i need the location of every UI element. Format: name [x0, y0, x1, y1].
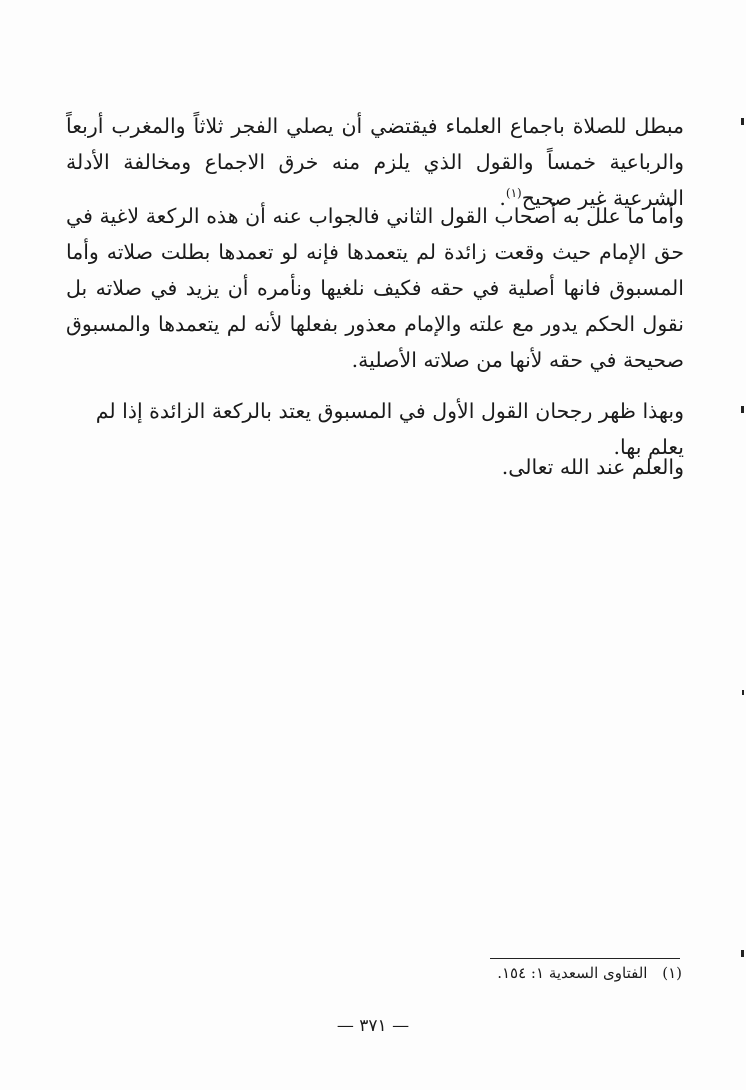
paragraph-3: وبهذا ظهر رجحان القول الأول في المسبوق يعتد بالركعة الزائدة إذا لم يعلم بها. [95, 399, 684, 459]
paragraph-4: والعلم عند الله تعالى. [501, 455, 684, 479]
scan-edge-mark [741, 118, 744, 125]
paragraph-1-text: مبطل للصلاة باجماع العلماء فيقتضي أن يصلي الفجر ثلاثاً والمغرب أربعاً والرباعية خمساً والقول الذي يلزم منه خرق الاجماع ومخالفة الأدلة الشرعية غير صحيح [66, 114, 684, 210]
scan-edge-mark [741, 950, 744, 957]
page-number: — ٣٧١ — [336, 1016, 410, 1036]
footnote-text: الفتاوى السعدية ١: ١٥٤. [497, 964, 648, 982]
footnote [382, 960, 682, 986]
paragraph-1-end: . [499, 186, 506, 210]
footnote-separator [490, 958, 680, 959]
footnote-reference-marker: (١) [505, 186, 522, 201]
scan-edge-mark [742, 690, 744, 695]
paragraph-2: وأما ما علل به أصحاب القول الثاني فالجواب عنه أن هذه الركعة لاغية في حق الإمام حيث وقعت زائدة لم يتعمدها فإنه لو تعمدها بطلت صلاته وأما المسبوق فانها أصلية في حقه فكيف نلغيها ونأمره أن يزيد في صلاته بل نقول الحكم يدور مع علته والإمام معذور بفعلها لأنه لم يتعمدها والمسبوق صحيحة في حقه لأنها من صلاته الأصلية. [66, 204, 684, 372]
footnote-number: (١) [662, 964, 682, 982]
scan-edge-mark [741, 406, 744, 413]
